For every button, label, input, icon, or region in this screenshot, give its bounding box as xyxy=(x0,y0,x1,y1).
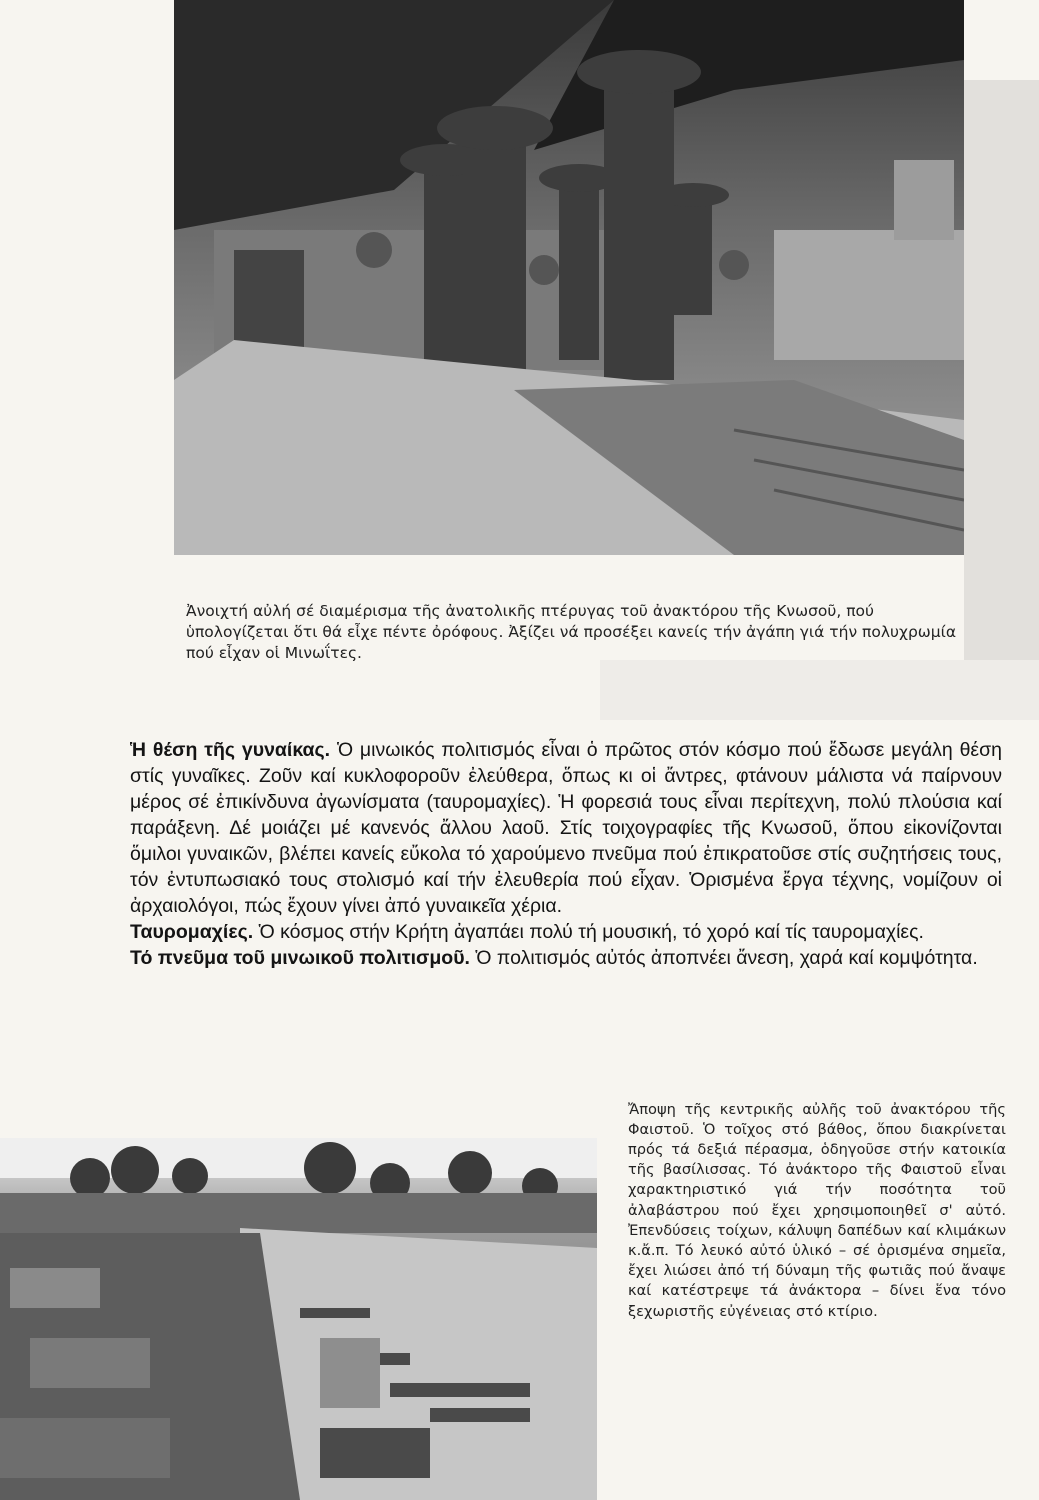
phaistos-court-photo xyxy=(0,1138,597,1500)
bottom-photo-caption: Ἄποψη τῆς κεντρικῆς αὐλῆς τοῦ ἀνακτόρου τῆς Φαιστοῦ. Ὁ τοῖχος στό βάθος, ὅπου διακρίνεται πρός τά δεξιά πέρασμα, ὁδηγοῦσε στήν κατοικία τῆς βασίλισσας. Τό ἀνάκτορο τῆς Φαιστοῦ εἶναι χαρακτηριστικό γιά τήν ποσότητα τοῦ ἀλαβάστρου πού ἔχει χρησιμοποιηθεῖ σ' αὐτό. Ἐπενδύσεις τοίχων, κάλυψη δαπέδων καί κλιμάκων κ.ἄ.π. Τό λευκό αὐτό ὑλικό – σέ ὁρισμένα σημεῖα, ἔχει λιώσει ἀπό τή δύναμη τῆς φωτιᾶς πού ἄναψε καί κατέστρεψε τά ἀνάκτορα – δίνει ἕνα τόνο ξεχωριστῆς εὐγένειας στό κτίριο. xyxy=(628,1100,1006,1320)
heading-bullfights: Ταυρομαχίες. xyxy=(130,921,254,943)
paragraph-spirit xyxy=(130,945,1002,971)
article-body xyxy=(130,737,1002,971)
colonnade-icon xyxy=(174,0,964,555)
paragraph-bullfights xyxy=(130,919,1002,945)
text-bullfights: Ὁ κόσμος στήν Κρήτη ἀγαπάει πολύ τή μουσική, τό χορό καί τίς ταυρομαχίες. xyxy=(253,921,924,943)
knossos-colonnade-photo xyxy=(174,0,964,555)
heading-spirit: Τό πνεῦμα τοῦ μινωικοῦ πολιτισμοῦ. xyxy=(130,947,470,969)
paragraph-women xyxy=(130,737,1002,919)
text-women: Ὁ μινωικός πολιτισμός εἶναι ὁ πρῶτος στόν κόσμο πού ἔδωσε μεγάλη θέση στίς γυναῖκες. Ζοῦν καί κυκλοφοροῦν ἐλεύθερα, ὅπως κι οἱ ἄντρες, φτάνουν μάλιστα νά παίρνουν μέρος σέ ἐπικίνδυνα ἀγωνίσματα (ταυρομαχίες). Ἡ φορεσιά τους εἶναι περίτεχνη, πολύ πλούσια καί παράξενη. Δέ μοιάζει μέ κανενός ἄλλου λαοῦ. Στίς τοιχογραφίες τῆς Κνωσοῦ, ὅπου εἰκονίζονται ὅμιλοι γυναικῶν, βλέπει κανείς εὔκολα τό χαρούμενο πνεῦμα πού ἐπικρατοῦσε στίς συζητήσεις τους, τόν ἐντυπωσιακό τους στολισμό καί τήν ἐλευθερία πού εἶχαν. Ὁρισμένα ἔργα τέχνης, νομίζουν οἱ ἀρχαιολόγοι, πώς ἔχουν γίνει ἀπό γυναικεῖα χέρια. xyxy=(130,739,1002,917)
heading-women: Ἡ θέση τῆς γυναίκας. xyxy=(130,739,331,761)
text-spirit: Ὁ πολιτισμός αὐτός ἀποπνέει ἄνεση, χαρά καί κομψότητα. xyxy=(469,947,978,969)
top-photo-caption: Ἀνοιχτή αὐλή σέ διαμέρισμα τῆς ἀνατολικῆς πτέρυγας τοῦ ἀνακτόρου τῆς Κνωσοῦ, πού ὑπολογίζεται ὅτι θά εἶχε πέντε ὀρόφους. Ἀξίζει νά προσέξει κανείς τήν ἀγάπη γιά τήν πολυχρωμία πού εἶχαν οἱ Μινωΐτες. xyxy=(186,601,957,662)
ruins-icon xyxy=(0,1138,597,1500)
